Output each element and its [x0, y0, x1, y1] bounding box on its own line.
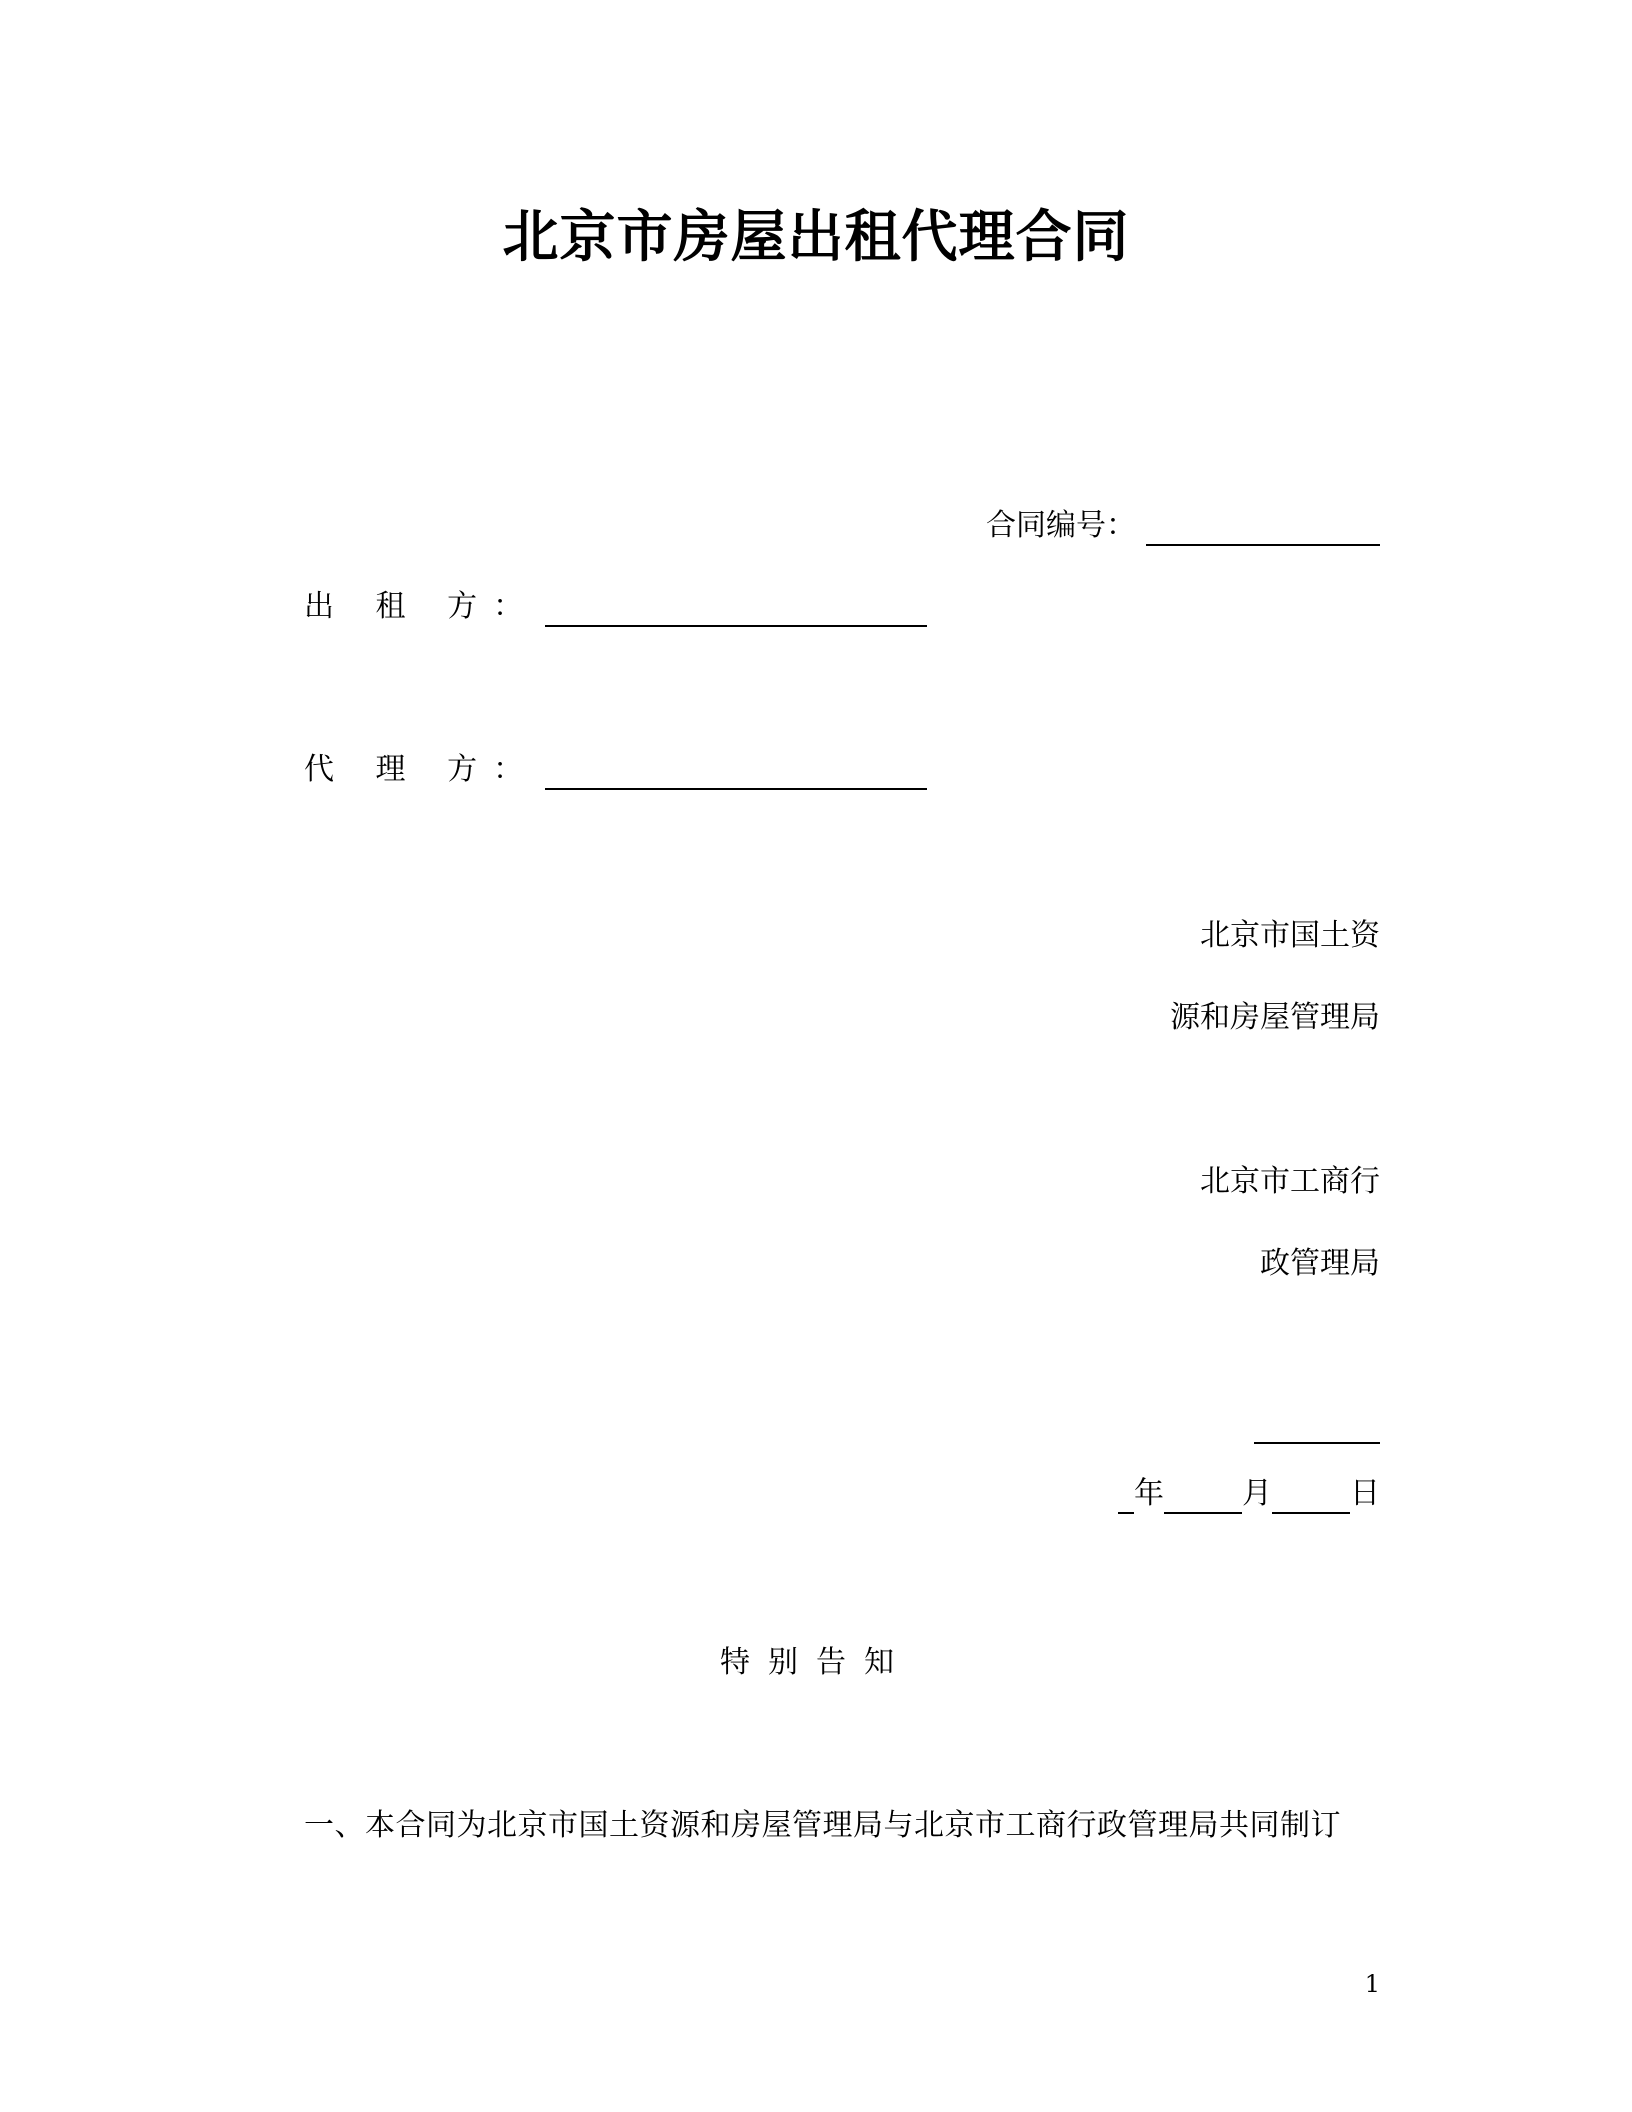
month-label: 月: [1242, 1476, 1272, 1511]
agent-blank: [545, 752, 927, 790]
issuer-1-line-1: 北京市国土资: [1200, 918, 1380, 953]
contract-number-row: [986, 506, 1380, 546]
year-label: 年: [1134, 1476, 1164, 1511]
agent-row: [304, 750, 927, 790]
contract-number-label: 合同编号：: [986, 508, 1136, 543]
day-blank: [1272, 1478, 1350, 1514]
year-blank: [1118, 1478, 1134, 1514]
month-blank: [1164, 1478, 1242, 1514]
notice-clause-1: 一、本合同为北京市国土资源和房屋管理局与北京市工商行政管理局共同制订: [304, 1808, 1341, 1843]
issuer-1-line-2: 源和房屋管理局: [1170, 1000, 1380, 1035]
notice-heading: 特别告知: [720, 1645, 912, 1680]
day-label: 日: [1350, 1476, 1380, 1511]
lessor-label: 出 租 方：: [304, 589, 540, 624]
agent-label: 代 理 方：: [304, 752, 540, 787]
date-row: [1118, 1474, 1380, 1514]
lessor-row: [304, 587, 927, 627]
issuer-2-line-1: 北京市工商行: [1200, 1164, 1380, 1199]
document-title: 北京市房屋出租代理合同: [502, 205, 1130, 270]
contract-number-blank: [1146, 508, 1380, 546]
page-number: 1: [1364, 1970, 1380, 1998]
issuer-2-line-2: 政管理局: [1260, 1246, 1380, 1281]
lessor-blank: [545, 589, 927, 627]
date-upper-blank: [1254, 1422, 1380, 1444]
